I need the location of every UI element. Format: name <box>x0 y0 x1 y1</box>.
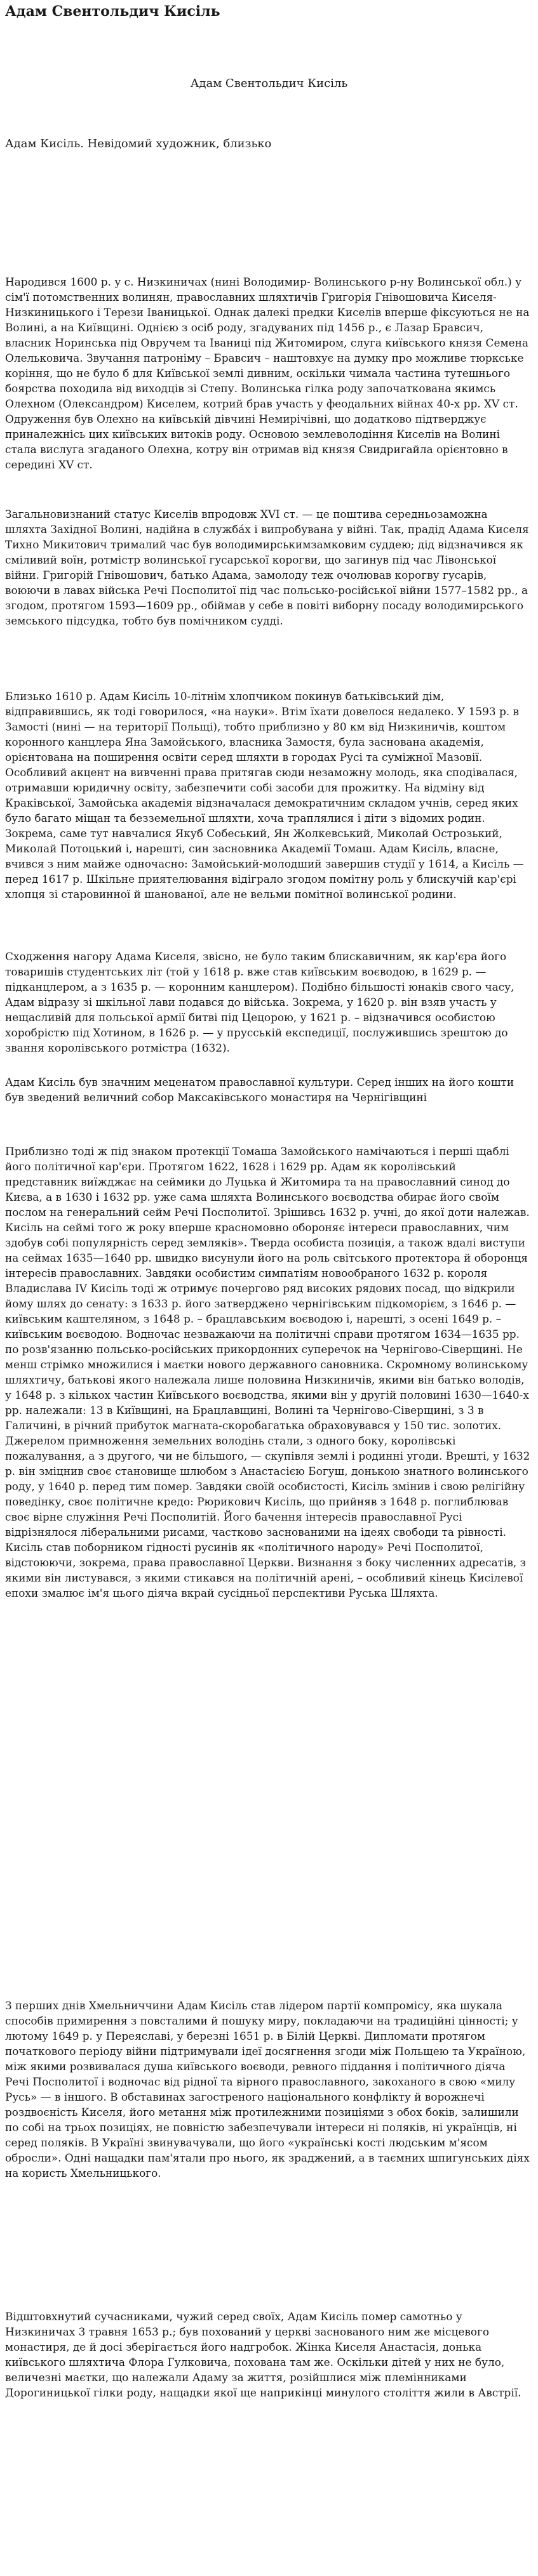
paragraph-patron: Адам Кисіль був значним меценатом православної культури. Серед інших на його кошти був зведений величний собор Максаківського монастиря на Чернігівщині <box>5 1076 514 1104</box>
image-caption: Адам Кисіль. Невідомий художник, близько <box>5 137 272 150</box>
portrait-image-placeholder: Адам Свентольдич Кисіль <box>190 77 348 90</box>
paragraph-birth: Народився 1600 р. у с. Низкиничах (нині Володимир- Волинського р-ну Волинської обл.) у сім'ї потомственних волинян, православних шляхтичів Григорія Гнівошовича Киселя-Низкиницького і Терези Іваницької. Однак далекі предки Киселів вперше фіксуються не на Волині, а на Київщині. Однією з осіб роду, згадуваних під 1456 р., є Лазар Бравсич, власник Норинська під Овручем та Іваниці під Житомиром, слуга київського князя Семена Олельковича. Звучання патроніму – Бравсич – наштовхує на думку про можливе тюркське коріння, що не було б для Київської землі дивним, оскільки чимала частина тутешнього боярства походила від виходців зі Степу. Волинська гілка роду започаткована якимсь Олехном (Олександром) Киселем, котрий брав участь у феодальних війнах 40-х рр. XV ст. Одруження був Олехно на київській дівчині Немирічівні, що додатково підтверджує приналежнісь цих київських витоків роду. Основою землеволодіння Киселів на Волині стала вислуга згаданого Олехна, котру він отримав від князя Свидригайла орієнтовно в середині XV ст. <box>5 275 530 471</box>
paragraph-education: Близько 1610 р. Адам Кисіль 10-літнім хлопчиком покинув батьківський дім, відправившись, як тоді говорилося, «на науки». Втім їхати довелося недалеко. У 1593 р. в Замості (нині — на території Польщі), тобто приблизно у 80 км від Низкиничів, коштом коронного канцлера Яна Замойського, власника Замостя, була заснована академія, орієнтована на поширення освіти серед шляхти в городах Русі та суміжної Мазовії. Особливий акцент на вивченні права притягав сюди незаможну молодь, яка сподівалася, отримавши юридичну освіту, забезпечити собі засоби для прожитку. На відміну від Краківської, Замойська академія відзначалася демократичним складом учнів, серед яких було багато міщан та безземельної шляхти, хоча траплялися і діти з відомих родин. Зокрема, саме тут навчалися Якуб Собеський, Ян Жолкевський, Миколай Острозький, Миколай Потоцький і, нарешті, син засновника Академії Томаш. Адам Кисіль, власне, вчився з ним майже одночасно: Замойський-молодший завершив студії у 1614, а Кисіль — перед 1617 р. Шкільне приятелювання відіграло згодом помітну роль у блискучій кар'єрі хлопця зі старовинної й шанованої, але не вельми помітної волинської родини. <box>5 690 524 901</box>
paragraph-family-status: Загальновизнаний статус Киселів впродовж XVI ст. — це поштива середньозаможна шляхта Західної Волині, надійна в служба́х і випробувана у війні. Так, прадід Адама Киселя Тихно Микитович трималий час був володимирськимзамковим суддею; дід відзначився як сміливий воїн, ротмістр волинської гусарської корогви, що загинув під час Лівонської війни. Григорій Гнівошович, батько Адама, замолоду теж очолював корогву гусарів, воюючи в лавах війська Речі Посполитої під час польсько-російської війни 1577–1582 рр., а згодом, протягом 1593—1609 рр., обіймав у себе в повіті виборну посаду володимирського земського підсудка, тобто був помічником судді. <box>5 508 529 627</box>
paragraph-death: Відштовхнутий сучасниками, чужий серед своїх, Адам Кисіль помер самотньо у Низкиничах 3 травня 1653 р.; був похований у церкві заснованого ним же місцевого монастиря, де й досі зберігається його надгробок. Жінка Киселя Анастасія, донька київського шляхтича Флора Гулковича, похована там же. Оскільки дітей у них не було, величезні маєтки, що належали Адаму за життя, розійшлися між племінниками Дорогиницької гілки роду, нащадки якої ще наприкінці минулого століття жили в Австрії. <box>5 2310 521 2399</box>
article-title: Адам Свентольдич Кисіль <box>5 3 220 20</box>
paragraph-military: Сходження нагору Адама Киселя, звісно, не було таким блискавичним, як кар'єра його товаришів студентських літ (той у 1618 р. вже став київським воєводою, в 1629 р. — підканцлером, а з 1635 р. — коронним канцлером). Подібно більшості юнаків свого часу, Адам відразу зі шкільної лави подався до війська. Зокрема, у 1620 р. він взяв участь у нещасливій для польської армії битві під Цецорою, у 1621 р. – відзначився особистою хоробрістю під Хотином, в 1626 р. — у прусській експедиції, послужившись зрештою до звання королівського ротмістра (1632). <box>5 950 514 1054</box>
paragraph-political-career: Приблизно тоді ж під знаком протекції Томаша Замойського намічаються і перші щаблі його політичної кар'єри. Протягом 1622, 1628 і 1629 рр. Адам як королівський представник виїжджає на сеймики до Луцька й Житомира та на православний синод до Києва, а в 1630 і 1632 рр. уже сама шляхта Волинського воєводства обирає його своїм послом на генеральний сейм Речі Посполитої. Зрішивсь 1632 р. учні, до якої доти належав. Кисіль на сеймі того ж року вперше красномовно обороняє інтереси православних, чим здобув собі популярність серед земляків». Тверда особиста позиція, а також вдалі виступи на сеймах 1635—1640 рр. швидко висунули його на роль світського протектора й оборонця інтересів православних. Завдяки особистим симпатіям новообраного 1632 р. короля Владислава IV Кисіль тоді ж отримує почергово ряд високих рядових посад, що відкрили йому шлях до сенату: з 1633 р. його затверджено чернігівським підкоморієм, з 1646 р. — київським каштеляном, з 1648 р. – брацлавським воєводою і, нарешті, з осені 1649 р. – київським воєводою. Водночас незважаючи на політичні справи протягом 1634—1635 рр. по розв'язанню польсько-російських прикордонних суперечок на Чернігово-Сіверщині. Не менш стрімко множилися і маєтки нового державного сановника. Скромному волинському шляхтичу, батькові якого належала лише половина Низкиничів, якими він батько володів, у 1648 р. з кількох частин Київського воєводства, якими він у другій половині 1630—1640-х рр. належали: 13 в Київщині, на Брацлавщині, Волині та Чернігово-Сіверщині, з 3 в Галичині, в річний прибуток магната-скоробагатька обраховувався у 150 тис. золотих. Джерелом примноження земельних володінь стали, з одного боку, королівські пожалування, а з другого, чи не більшого, — скупівля землі і родинні угоди. Врешті, у 1632 р. він зміцнив своє становище шлюбом з Анастасією Богуш, донькою знатного волинського роду, у 1640 р. перед тим помер. Завдяки своїй особистості, Кисіль змінив і свою релігійну поведінку, своє політичне кредо: Рюрикович Кисіль, що прийняв з 1648 р. поглиблював своє вірне служіння Речі Посполитій. Його бачення інтересів православної Русі відрізнялося ліберальними рисами, частково заснованими на ідеях свободи та рівності. Кисіль став поборником гідності русинів як «політичного народу» Речі Посполитої, відстоюючи, зокрема, права православної Церкви. Визнання з боку численних адресатів, з якими він листувався, з якими стикався на політичній арені, – особливий кінець Кисілевої епохи змалює ім'я цього діяча вкрай сусідньої перспективи Руська Шляхта. <box>5 1145 530 1599</box>
paragraph-khmelnytsky-era: З перших днів Хмельниччини Адам Кисіль став лідером партії компромісу, яка шукала способів примирення з повсталими й пошуку миру, покладаючи на традиційні цінності; у лютому 1649 р. у Переяславі, у березні 1651 р. в Білій Церкві. Дипломати протягом початкового періоду війни підтримували ідеї досягнення згоди між Польщею та Україною, між якими розвивалася душа київського воєводи, ревного піддання і політичного діяча Речі Посполитої і водночас від рідної та вірного православного, закоханого в свою «милу Русь» — в іншого. В обставинах загостреного національного конфлікту й ворожнечі роздвоєність Киселя, його метання між протилежними позиціями з обох боків, залишили по собі на трьох позиціях, не повністю забезпечували інтереси ні поляків, ні українців, ні серед поляків. В Україні звинувачували, що його «українські кості людським м'ясом обросли». Одні нащадки пам'ятали про нього, як зраджений, а в таємних шпигунських діях на користь Хмельницького. <box>5 1999 530 2179</box>
